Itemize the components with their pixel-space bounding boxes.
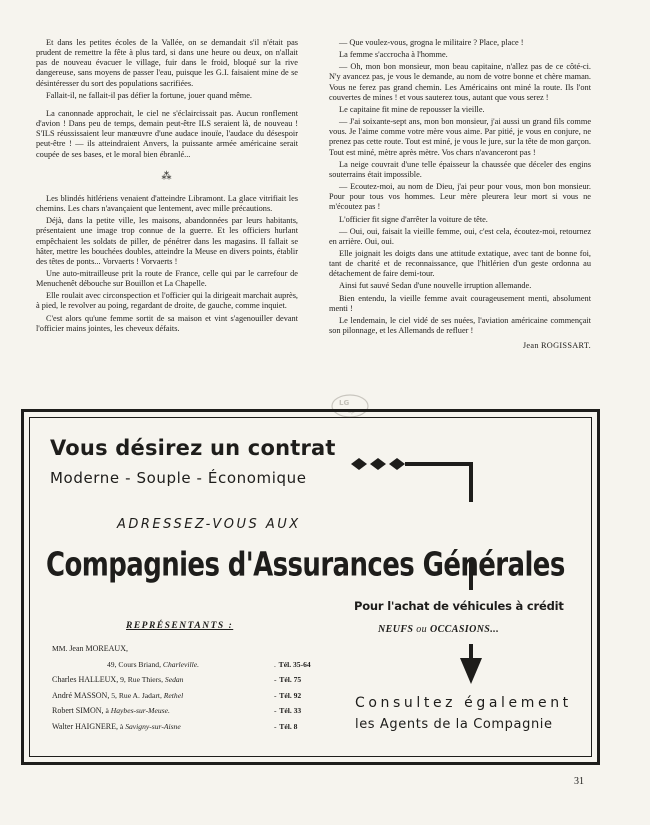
article-left-column	[36, 38, 298, 336]
svg-text:sp: sp	[348, 408, 355, 415]
paragraph: Ainsi fut sauvé Sedan d'une nouvelle irruption allemande.	[339, 281, 532, 291]
paragraph: Déjà, dans la petite ville, les maisons, abandonnées par leurs habitants, présentaient une image trop connue de la guerre. Et les officiers hurlant empêchaient les soldats de piller, de pénétrer dans les magasins. Il fallait se hâter, mettre les bouchées doubles, atteindre la Meuse en divers points, établir des têtes de ponts... Vorvaerts ! Vorvaerts !	[36, 216, 298, 266]
list-item: Charles HALLEUX, 9, Rue Thiers, Sedan - Tél. 75	[52, 675, 302, 684]
paragraph: Elle roulait avec circonspection et l'officier qui la dirigeait marchait auprès, à pied, le revolver au poing, regardant de droite, de gauche, comme inquiet.	[36, 291, 298, 311]
paragraph: — Ecoutez-moi, au nom de Dieu, j'ai peur pour vous, mon bon monsieur. Pour pour tous vos hommes. Leur mère pleurera leur mort si vous ne m'écoutez pas !	[329, 182, 591, 212]
paragraph: — Que voulez-vous, grogna le militaire ? Place, place !	[339, 38, 524, 47]
paragraph: Les blindés hitlériens venaient d'atteindre Libramont. La glace vitrifiait les chemins. Les chars n'avançaient que lentement, avec mille précautions.	[36, 193, 298, 214]
insurance-advertisement	[21, 409, 600, 765]
rep-city: Savigny-sur-Aisne	[125, 721, 181, 731]
paragraph: — J'ai soixante-sept ans, mon bon monsieur, j'ai aussi un grand fils comme vous. Je l'aime comme votre mère vous aime. Par pitié, je vous en conjure, ne prenez pas cette route. Tout est miné, je vous le jure, sur la tête de mon garçon. Tout est miné, mètre après mètre. Vos chars n'avanceront pas !	[329, 117, 591, 157]
rep-phone: Tél. 8	[279, 721, 298, 731]
rep-phone: Tél. 75	[279, 675, 302, 684]
rep-city: Haybes-sur-Meuse.	[110, 706, 170, 715]
page-number: 31	[574, 776, 584, 787]
rep-name: Robert SIMON,	[52, 706, 104, 715]
paragraph: Elle joignait les doigts dans une attitude extatique, avec tant de bonne foi, tant de charité et de reconnaissance, que l'hitlérien d'un geste ordonna au détachement de faire demi-tour.	[329, 248, 591, 279]
rep-city: Rethel	[163, 690, 184, 700]
ad-subline: Moderne - Souple - Économique	[50, 469, 307, 487]
consult-line-1: Consultez également	[355, 695, 572, 711]
paragraph: — Oh, mon bon monsieur, mon beau capitaine, n'allez pas de ce côté-ci. N'y avancez pas, je vous le demande, au nom de votre bonne et chère maman. Vous ne ferez pas grand chemin. Les Américains ont miné la route. Ils l'ont couvertes de mines ! et vous sauterez tous, autant que vous serez !	[329, 62, 591, 102]
representatives-list	[52, 644, 332, 737]
paragraph: — Oui, oui, faisait la vieille femme, oui, c'est cela, écoutez-moi, retournez en arrière. Oui, oui.	[329, 226, 591, 246]
paragraph: C'est alors qu'une femme sortit de sa maison et vint s'agenouiller devant l'officier mains jointes, les cheveux défaits.	[36, 313, 298, 333]
author-signature	[329, 341, 591, 351]
vehicle-used: OCCASIONS...	[429, 624, 499, 635]
rep-name: Jean MOREAUX,	[69, 644, 128, 653]
credit-purchase-line: Pour l'achat de véhicules à crédit	[354, 599, 564, 613]
list-item: André MASSON, 5, Rue A. Jadart, Rethel - Tél. 92	[52, 690, 302, 700]
paragraph: Bien entendu, la vieille femme avait courageusement menti, absolument menti !	[329, 293, 591, 313]
rep-address: 5, Rue A. Jadart,	[111, 690, 162, 700]
article-right-column	[329, 38, 591, 351]
ad-address-line: ADRESSEZ-VOUS AUX	[117, 517, 301, 532]
paragraph: Le lendemain, le ciel vidé de ses nuées, l'aviation américaine commençait son pilonnage, et les Allemands de refluer !	[329, 315, 591, 336]
rep-address: à	[119, 721, 124, 731]
paragraph: La canonnade approchait, le ciel ne s'éclaircissait pas. Aucun ronflement d'avion ! Dans peu de temps, demain peut-être ILS seraient là, de nouveau ! S'ILS réussissaient leur manœuvre d'une audace inouïe, l'audace du désespoir peut-être ! — ils atteindraient Anvers, la puissante armée américaine serait coupée de ses bases, et le moral bien ébranlé...	[36, 108, 298, 159]
rep-name: Walter HAIGNERE,	[52, 721, 119, 731]
representatives-title: REPRÉSENTANTS :	[126, 621, 234, 631]
rep-phone: Tél. 33	[279, 706, 302, 715]
consult-line-2: les Agents de la Compagnie	[355, 717, 553, 732]
rep-city: Charleville.	[162, 659, 199, 669]
rep-city: Sedan	[164, 675, 184, 684]
section-separator: ⁂	[161, 170, 173, 182]
paragraph: Et dans les petites écoles de la Vallée, on se demandait s'il n'était pas prudent de remettre la fête à plus tard, si dans une heure ou deux, on n'allait pas de nouveau évacuer le village, fuir dans le froid, bloqué sur la rive dangereuse, sans moyens de passer l'eau, puisque les G.I. faisaient mine de se désintéresser du sort des populations sacrifiées.	[36, 38, 298, 88]
rep-address: 49, Cours Briand,	[107, 659, 161, 669]
list-item: Robert SIMON, à Haybes-sur-Meuse. - Tél. 33	[52, 706, 302, 715]
author-last-name: ROGISSART.	[540, 341, 591, 351]
rep-name: Charles HALLEUX,	[52, 675, 119, 684]
list-item	[52, 644, 332, 660]
vehicle-new: NEUFS	[378, 624, 414, 635]
rep-name: André MASSON,	[52, 690, 110, 700]
rep-prefix: MM.	[52, 644, 68, 653]
rep-phone: Tél. 92	[279, 690, 302, 700]
paragraph: Une auto-mitrailleuse prit la route de France, celle qui par le carrefour de Menuchenêt débouche sur Bouillon et La Chapelle.	[36, 268, 298, 289]
paragraph: Fallait-il, ne fallait-il pas défier la fortune, jouer quand même.	[46, 90, 252, 100]
rep-address: à	[105, 706, 109, 715]
ad-headline: Vous désirez un contrat	[50, 436, 336, 460]
vehicle-or: ou	[416, 624, 428, 635]
list-item: Walter HAIGNERE, à Savigny-sur-Aisne - Tél. 8	[52, 721, 298, 731]
rep-address: 9, Rue Thiers,	[120, 675, 164, 684]
paragraph: La femme s'accrocha à l'homme.	[339, 50, 448, 60]
author-first-name: Jean	[522, 341, 539, 351]
rep-phone: Tél. 35-64	[278, 659, 311, 669]
paragraph: L'officier fit signe d'arrêter la voiture de tête.	[339, 214, 488, 224]
company-name: Compagnies d'Assurances Générales	[46, 546, 565, 585]
vehicle-types-line	[378, 624, 499, 635]
paragraph: Le capitaine fit mine de repousser la vieille.	[339, 104, 485, 114]
paragraph: La neige couvrait d'une telle épaisseur la chaussée que déceler des engins souterrains était impossible.	[329, 159, 591, 179]
svg-text:LG: LG	[339, 399, 350, 407]
list-item: 49, Cours Briand, Charleville. . Tél. 35-64	[107, 659, 311, 669]
